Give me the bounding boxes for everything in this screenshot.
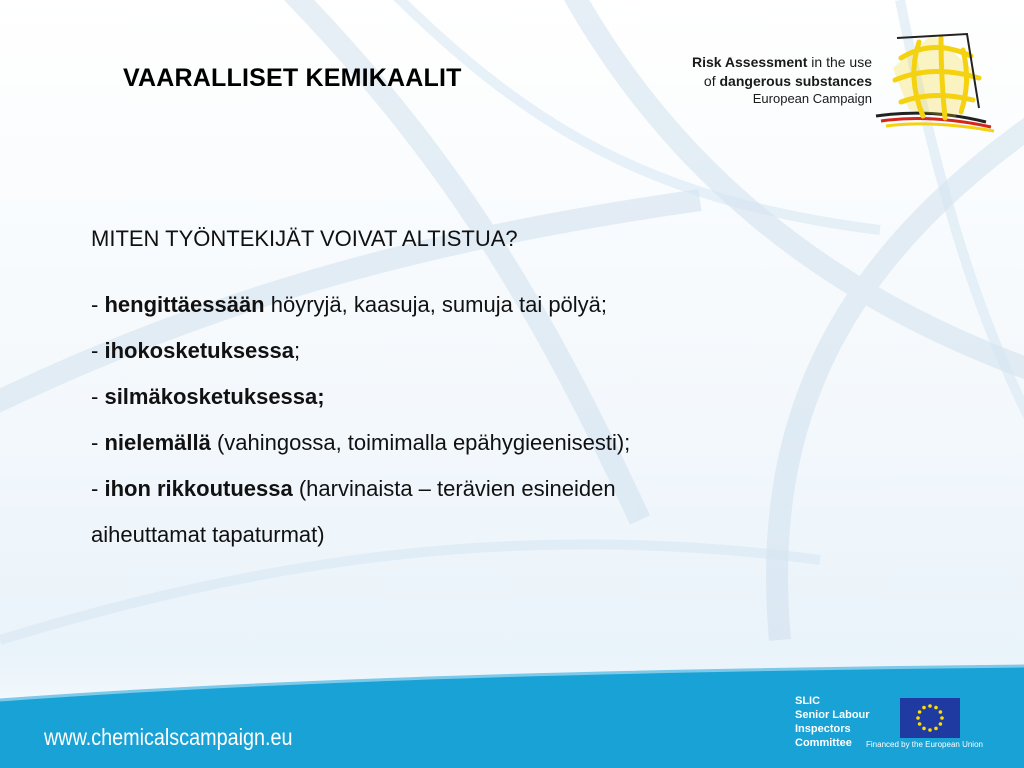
exposure-item: - ihon rikkoutuessa (harvinaista – terävien esineiden: [91, 476, 616, 501]
footer-band: [0, 660, 1024, 768]
exposure-item: - ihokosketuksessa;: [91, 338, 301, 363]
campaign-logo: [691, 28, 1000, 133]
logo-line-1: Risk Assessment in the use: [691, 54, 872, 70]
exposure-item: - nielemällä (vahingossa, toimimalla epähygieenisesti);: [91, 430, 631, 455]
logo-line-3: European Campaign: [752, 91, 872, 106]
globe-logo-icon: [871, 28, 996, 133]
eu-financing-caption: Financed by the European Union: [866, 740, 983, 749]
logo-line-2: of dangerous substances: [703, 73, 872, 89]
exposure-item: - silmäkosketuksessa;: [91, 384, 325, 409]
slide-body: [91, 226, 931, 566]
slic-logo-text: SLIC Senior Labour Inspectors Committee: [795, 695, 870, 749]
slide-title: VAARALLISET KEMIKAALIT: [123, 64, 462, 92]
campaign-website-link[interactable]: www.chemicalscampaign.eu: [44, 724, 293, 750]
eu-flag-icon: [900, 698, 960, 738]
question-text: MITEN TYÖNTEKIJÄT VOIVAT ALTISTUA?: [91, 226, 518, 251]
exposure-item: - hengittäessään höyryjä, kaasuja, sumuja tai pölyä;: [91, 292, 608, 317]
exposure-item-continuation: aiheuttamat tapaturmat): [91, 522, 325, 547]
